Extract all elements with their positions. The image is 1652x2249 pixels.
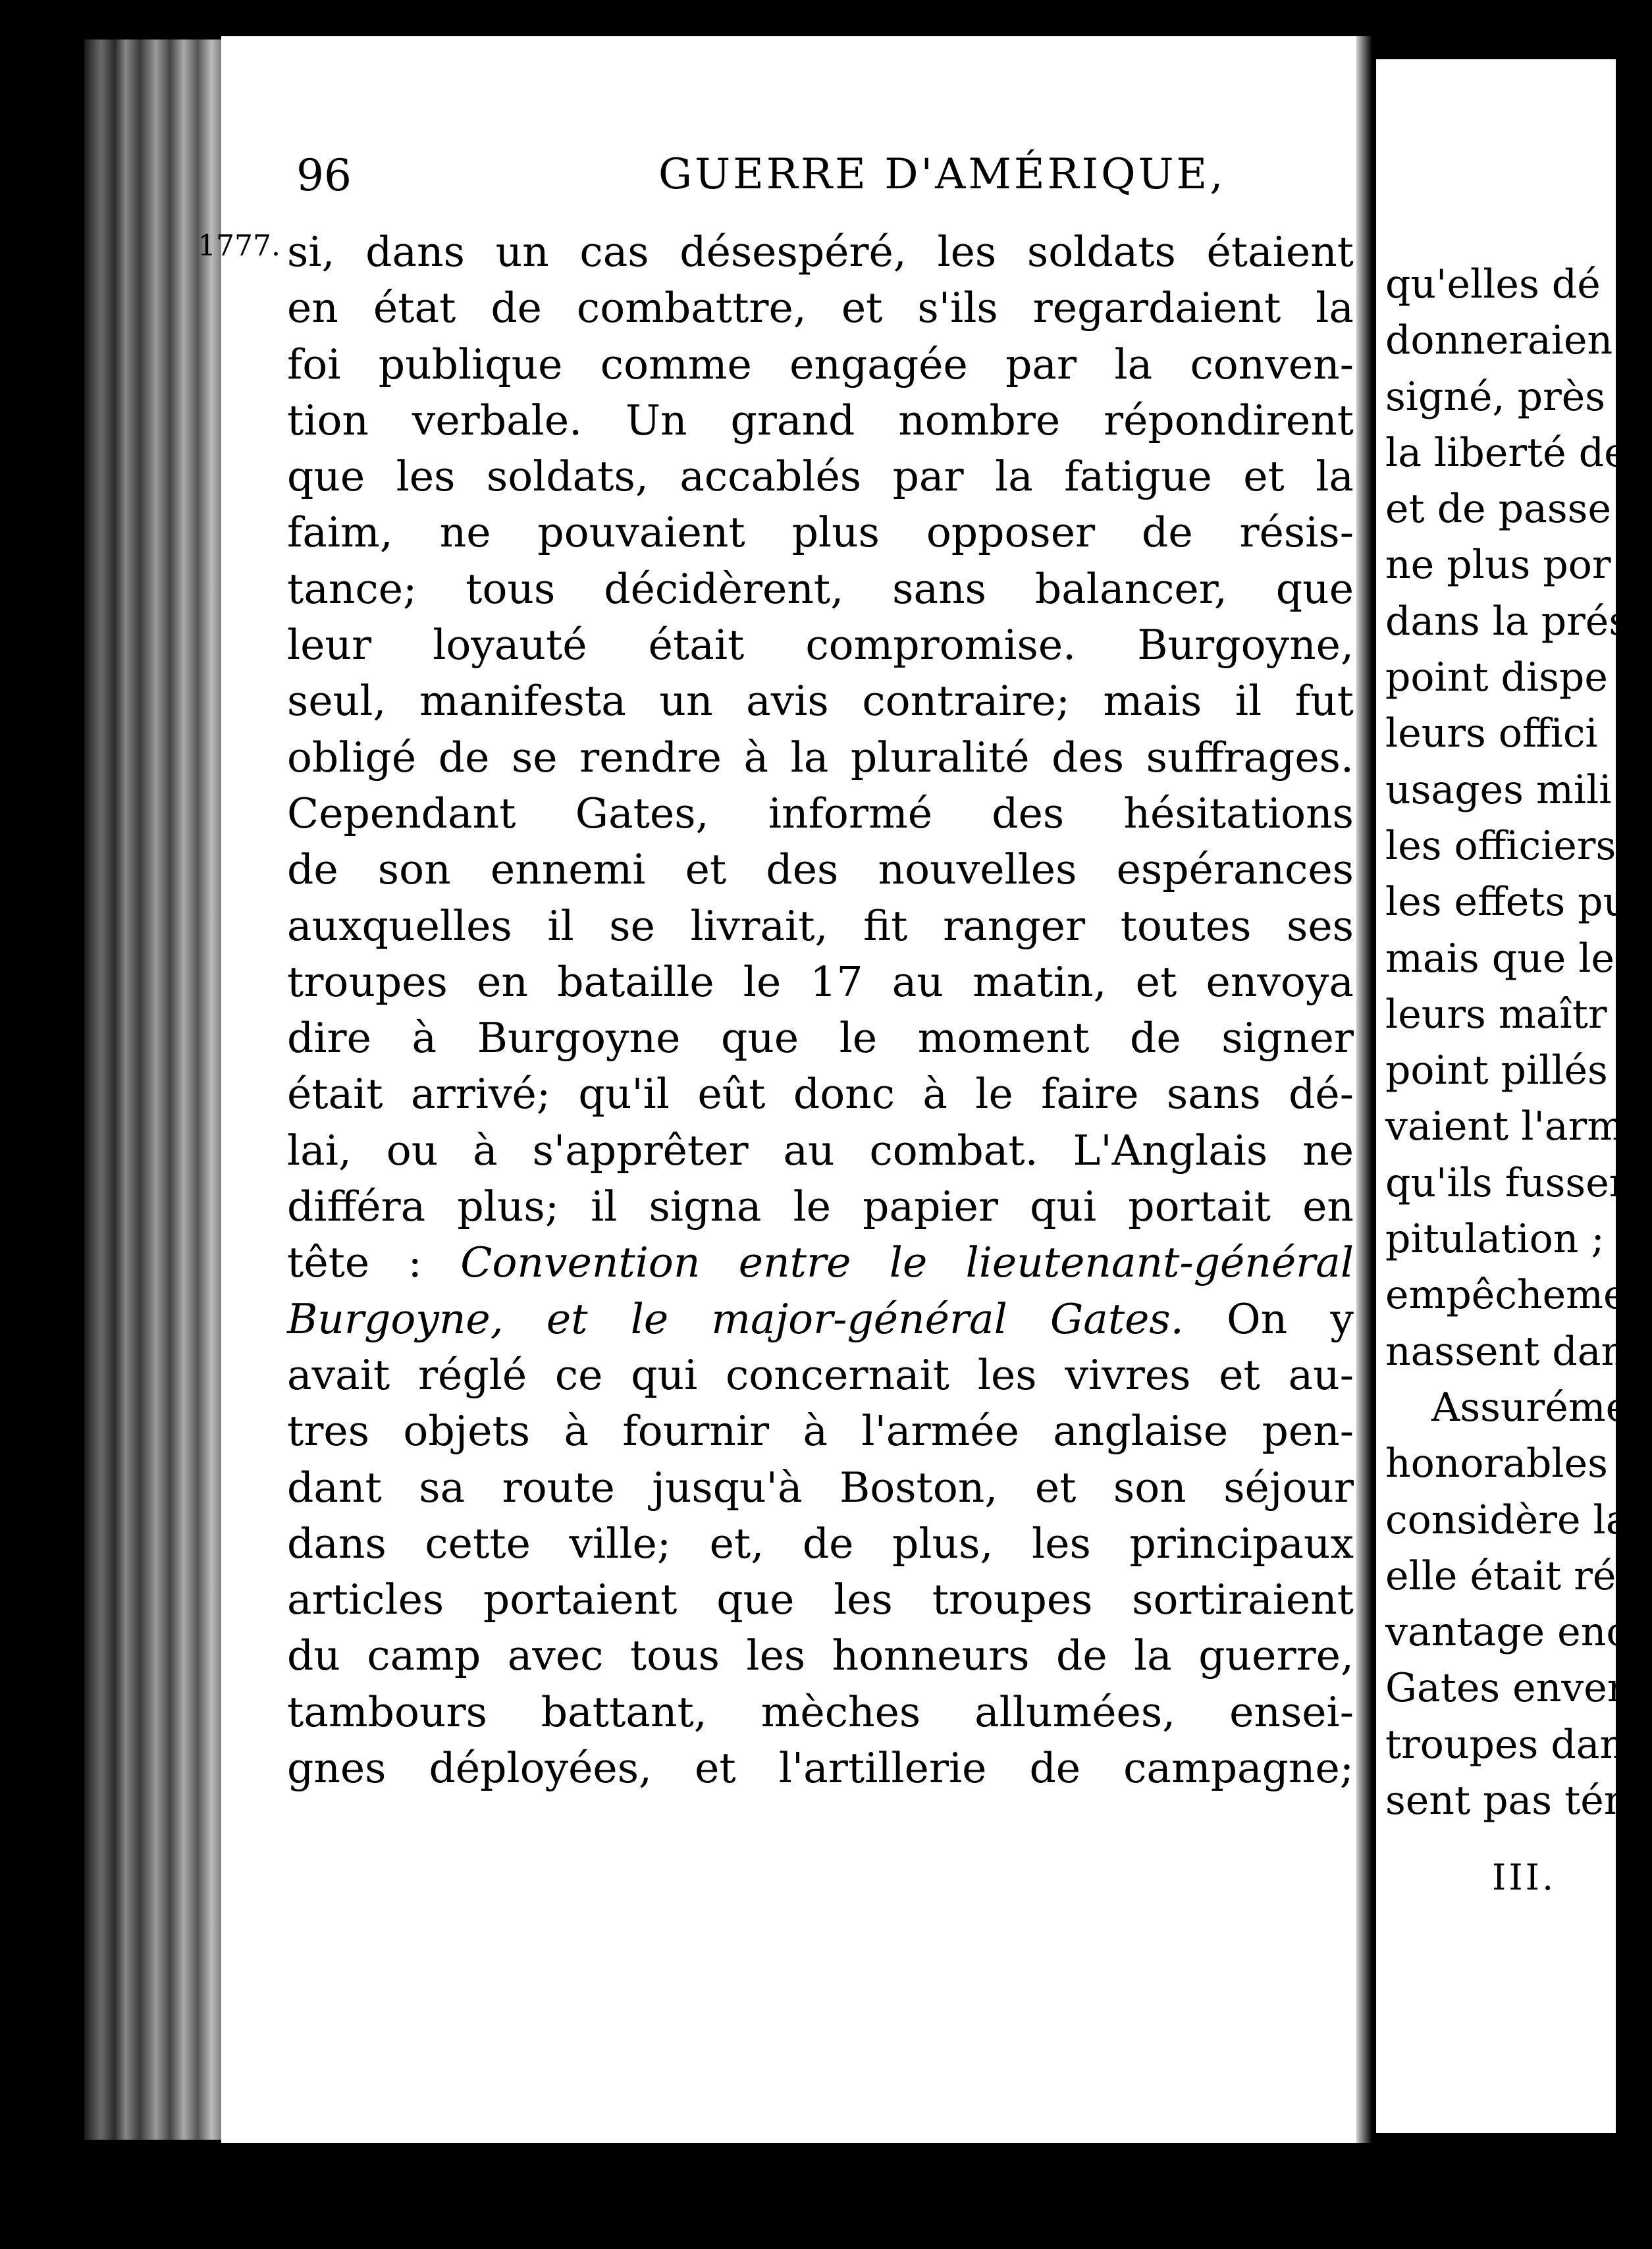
- text-line: dire à Burgoyne que le moment de signer: [287, 1014, 1354, 1063]
- right-text-line: et de passe: [1385, 486, 1611, 533]
- right-text-line: point pillés: [1385, 1047, 1608, 1094]
- right-text-line: point dispe: [1385, 654, 1608, 701]
- text-line: Cependant Gates, informé des hésitations: [287, 789, 1354, 837]
- text-line: articles portaient que les troupes sortiraient: [287, 1575, 1354, 1624]
- text-line: tambours battant, mèches allumées, ensei-: [287, 1687, 1354, 1736]
- italic-text-segment: Burgoyne, et le major-général Gates.: [287, 1294, 1184, 1343]
- text-line: obligé de se rendre à la pluralité des suffrages.: [287, 733, 1354, 781]
- text-line: foi publique comme engagée par la conven-: [287, 340, 1354, 388]
- right-text-line: qu'elles dé: [1385, 261, 1601, 307]
- right-text-line: leurs offici: [1385, 710, 1598, 757]
- right-text-line: nassent dans: [1385, 1328, 1647, 1375]
- right-text-line: sent pas tém: [1385, 1778, 1641, 1824]
- text-line: gnes déployées, et l'artillerie de campagne;: [287, 1744, 1354, 1793]
- right-text-line: pitulation ;: [1385, 1216, 1605, 1263]
- text-line: faim, ne pouvaient plus opposer de résis-: [287, 508, 1354, 557]
- right-text-line: donneraien: [1385, 317, 1613, 364]
- text-line: de son ennemi et des nouvelles espérances: [287, 845, 1354, 894]
- right-text-line: honorables p: [1385, 1441, 1646, 1487]
- text-line: troupes en bataille le 17 au matin, et envoya: [287, 957, 1354, 1006]
- right-text-line: Gates enver: [1385, 1665, 1626, 1712]
- text-line: si, dans un cas désespéré, les soldats étaient: [287, 228, 1354, 276]
- text-line: lai, ou à s'apprêter au combat. L'Anglais ne: [287, 1126, 1354, 1175]
- text-line: dans cette ville; et, de plus, les principaux: [287, 1519, 1354, 1568]
- page-gutter: [1356, 36, 1379, 2143]
- running-head: [0, 150, 1616, 209]
- right-text-line: dans la prés: [1385, 598, 1630, 645]
- text-line: avait réglé ce qui concernait les vivres et au-: [287, 1350, 1354, 1399]
- signature-mark: III.: [1492, 1857, 1557, 1898]
- right-text-line: les effets pu: [1385, 879, 1629, 926]
- text-line: était arrivé; qu'il eût donc à le faire sans dé-: [287, 1070, 1354, 1119]
- text-line: différa plus; il signa le papier qui portait en: [287, 1182, 1354, 1231]
- text-line: dant sa route jusqu'à Boston, et son séjour: [287, 1463, 1354, 1512]
- text-line: tres objets à fournir à l'armée anglaise pen-: [287, 1407, 1354, 1456]
- text-line: tance; tous décidèrent, sans balancer, que: [287, 564, 1354, 613]
- right-text-line: ne plus por: [1385, 542, 1611, 589]
- right-text-line: vaient l'arm: [1385, 1103, 1625, 1150]
- text-line: que les soldats, accablés par la fatigue et la: [287, 452, 1354, 501]
- right-text-line: considère la: [1385, 1496, 1630, 1543]
- right-text-line: troupes dans: [1385, 1721, 1645, 1768]
- right-text-line: signé, près: [1385, 373, 1606, 420]
- text-segment: tête :: [287, 1238, 461, 1287]
- margin-year: 1777.: [198, 229, 280, 263]
- book-spine-edge: [84, 40, 223, 2140]
- right-text-line: les officiers: [1385, 822, 1616, 869]
- right-text-line: leurs maîtr: [1385, 991, 1607, 1038]
- right-text-line: elle était réd: [1385, 1552, 1641, 1599]
- text-line: seul, manifesta un avis contraire; mais il fut: [287, 677, 1354, 726]
- right-text-line: Assuréme: [1431, 1384, 1630, 1431]
- right-page-body: [1385, 257, 1652, 1829]
- running-head-title: GUERRE D'AMÉRIQUE,: [658, 150, 1226, 199]
- text-line: [287, 1291, 1354, 1347]
- right-text-line: vantage enco: [1385, 1609, 1652, 1656]
- text-line: tion verbale. Un grand nombre répondirent: [287, 396, 1354, 444]
- text-line: auxquelles il se livrait, fit ranger toutes ses: [287, 901, 1354, 950]
- right-text-line: usages mili: [1385, 766, 1612, 813]
- text-line: leur loyauté était compromise. Burgoyne,: [287, 621, 1354, 670]
- right-text-line: qu'ils fussen: [1385, 1159, 1635, 1206]
- text-line: du camp avec tous les honneurs de la guerre,: [287, 1631, 1354, 1680]
- italic-text-segment: Convention entre le lieutenant-général: [460, 1238, 1354, 1287]
- text-line: [287, 1234, 1354, 1290]
- left-page-body: [287, 224, 1354, 1796]
- right-text-line: mais que le: [1385, 935, 1615, 982]
- right-text-line: empêchemen: [1385, 1272, 1652, 1319]
- right-text-line: la liberté de: [1385, 429, 1628, 476]
- text-segment: On y: [1183, 1294, 1354, 1343]
- text-line: en état de combattre, et s'ils regardaient la: [287, 284, 1354, 332]
- page-number: 96: [296, 150, 352, 201]
